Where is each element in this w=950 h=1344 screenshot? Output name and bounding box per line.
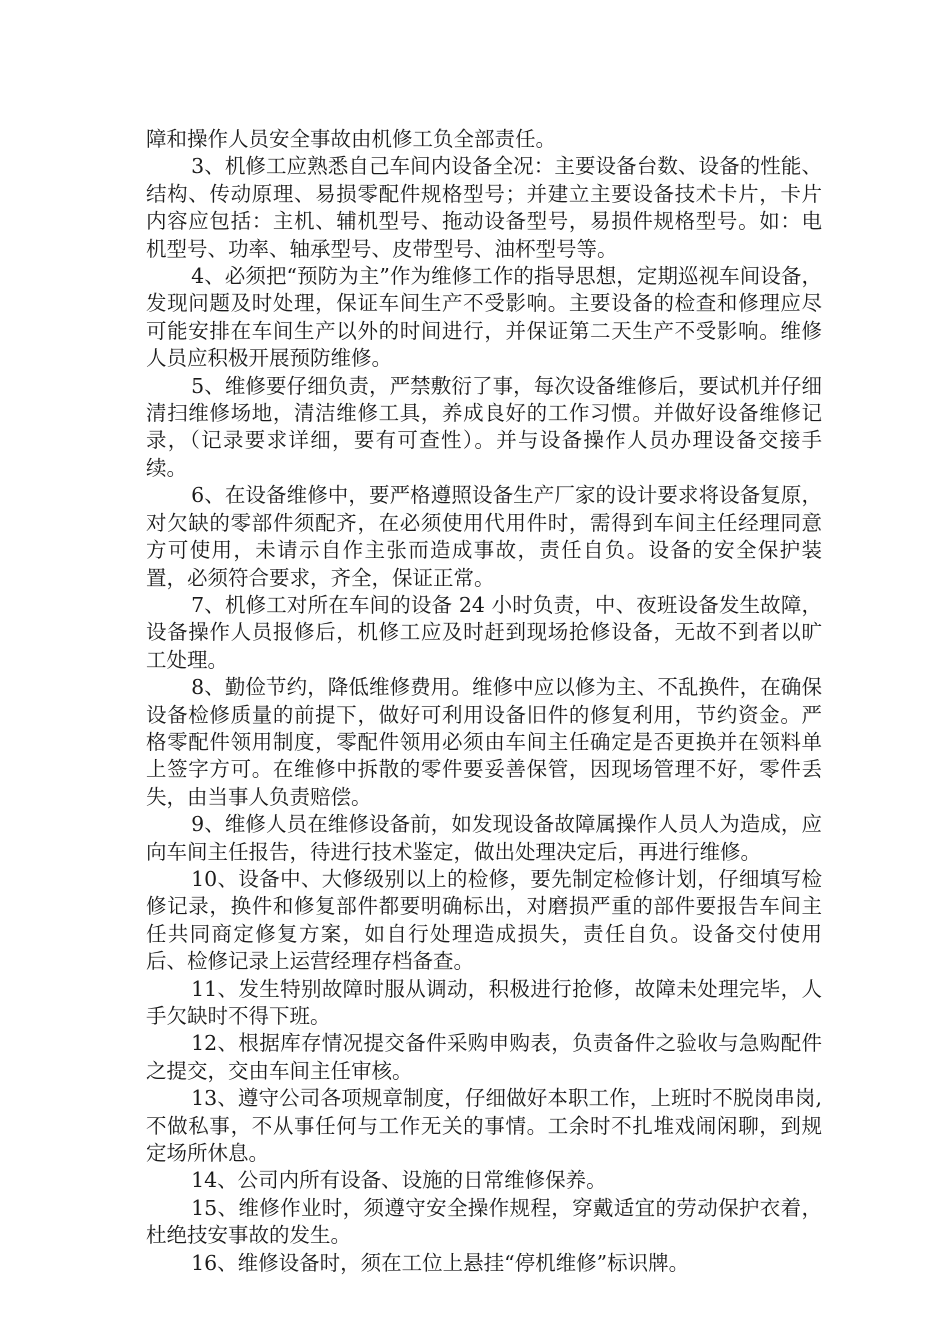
document-body: [146, 126, 822, 1277]
paragraph-item-3: 3、机修工应熟悉自己车间内设备全况：主要设备台数、设备的性能、结构、传动原理、易损零配件规格型号；并建立主要设备技术卡片，卡片内容应包括：主机、辅机型号、拖动设备型号，易损件规格型号。如：电机型号、功率、轴承型号、皮带型号、油杯型号等。: [146, 154, 822, 261]
paragraph-item-12: 12、根据库存情况提交备件采购申购表，负责备件之验收与急购配件之提交，交由车间主任审核。: [146, 1031, 822, 1083]
paragraph-item-6: 6、在设备维修中，要严格遵照设备生产厂家的设计要求将设备复原，对欠缺的零部件须配齐，在必须使用代用件时，需得到车间主任经理同意方可使用，未请示自作主张而造成事故，责任自负。设备的安全保护装置，必须符合要求，齐全，保证正常。: [146, 483, 822, 590]
paragraph-item-4: 4、必须把“预防为主”作为维修工作的指导思想，定期巡视车间设备，发现问题及时处理，保证车间生产不受影响。主要设备的检查和修理应尽可能安排在车间生产以外的时间进行，并保证第二天生产不受影响。维修人员应积极开展预防维修。: [146, 264, 822, 371]
paragraph-item-13: 13、遵守公司各项规章制度，仔细做好本职工作，上班时不脱岗串岗,不做私事，不从事任何与工作无关的事情。工余时不扎堆戏闹闲聊，到规定场所休息。: [146, 1086, 822, 1166]
paragraph-continuation: 障和操作人员安全事故由机修工负全部责任。: [146, 127, 556, 151]
paragraph-item-8: 8、勤俭节约，降低维修费用。维修中应以修为主、不乱换件，在确保设备检修质量的前提下，做好可利用设备旧件的修复利用，节约资金。严格零配件领用制度，零配件领用必须由车间主任确定是否更换并在领料单上签字方可。在维修中拆散的零件要妥善保管，因现场管理不好，零件丢失，由当事人负责赔偿。: [146, 675, 822, 809]
paragraph-item-16: 16、维修设备时，须在工位上悬挂“停机维修”标识牌。: [191, 1250, 690, 1275]
paragraph-item-10: 10、设备中、大修级别以上的检修，要先制定检修计划，仔细填写检修记录，换件和修复部件都要明确标出，对磨损严重的部件要报告车间主任共同商定修复方案，如自行处理造成损失，责任自负。设备交付使用后、检修记录上运营经理存档备查。: [146, 866, 822, 974]
paragraph-item-15: 15、维修作业时，须遵守安全操作规程，穿戴适宜的劳动保护衣着，杜绝技安事故的发生。: [146, 1195, 822, 1248]
paragraph-item-9: 9、维修人员在维修设备前，如发现设备故障属操作人员人为造成，应向车间主任报告，待进行技术鉴定，做出处理决定后，再进行维修。: [146, 812, 822, 864]
paragraph-item-14: 14、公司内所有设备、设施的日常维修保养。: [191, 1168, 607, 1193]
paragraph-item-5: 5、维修要仔细负责，严禁敷衍了事，每次设备维修后，要试机并仔细清扫维修场地，清洁维修工具，养成良好的工作习惯。并做好设备维修记录，（记录要求详细，要有可查性）。并与设备操作人员办理设备交接手续。: [146, 373, 822, 480]
paragraph-item-7: 7、机修工对所在车间的设备 24 小时负责，中、夜班设备发生故障，设备操作人员报修后，机修工应及时赶到现场抢修设备，无故不到者以旷工处理。: [146, 592, 822, 672]
paragraph-item-11: 11、发生特别故障时服从调动，积极进行抢修，故障未处理完毕，人手欠缺时不得下班。: [146, 976, 822, 1028]
